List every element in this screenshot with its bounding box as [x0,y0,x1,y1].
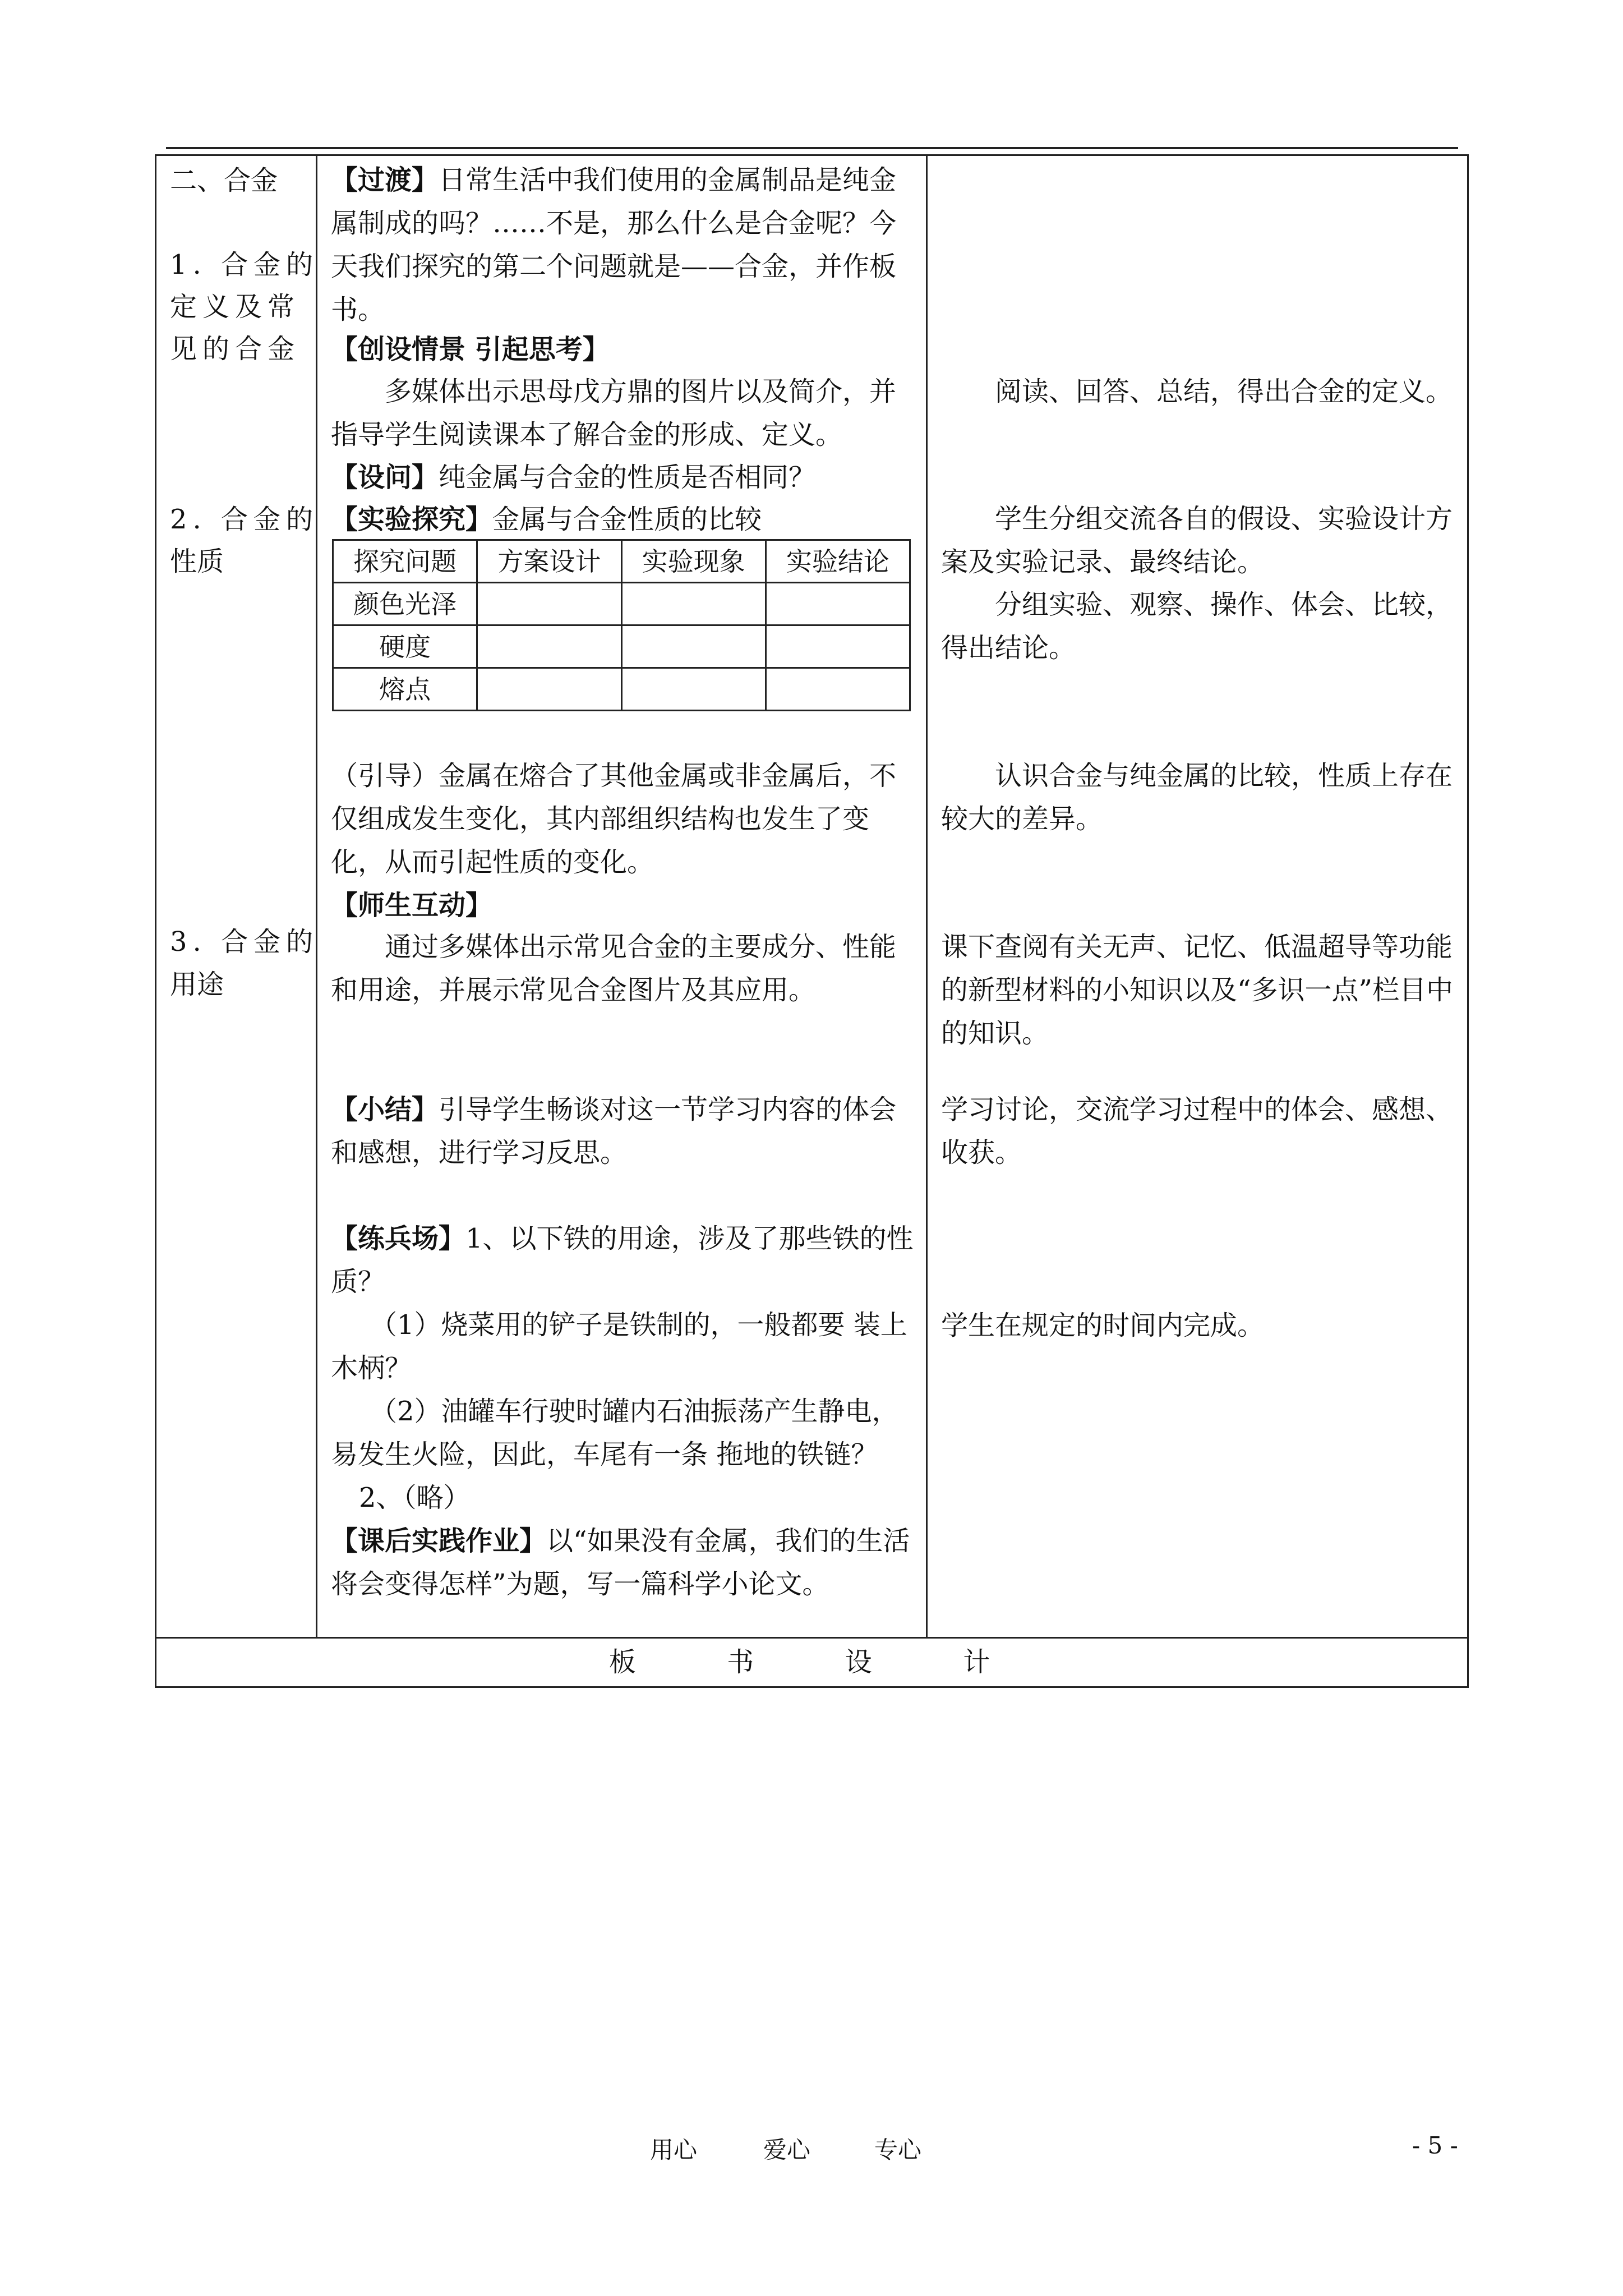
table-cell [766,668,910,711]
response-2-text: 学生分组交流各自的假设、实验设计方案及实验记录、最终结论。 [941,503,1453,578]
experiment-text: 金属与合金性质的比较 [492,504,762,535]
table-left-border [155,154,156,1688]
footer-motto-1: 用心 [650,2136,698,2164]
response-1 [941,370,1460,413]
table-divider-board [155,1637,1469,1639]
header-cell: 方案设计 [477,540,621,583]
column-divider-2 [926,154,928,1638]
topic-1-line-2: 定义及常 [170,291,301,323]
experiment-table-header [333,540,910,583]
response-3 [941,583,1460,670]
response-4-text: 认识合金与纯金属的比较，性质上存在较大的差异。 [941,760,1453,835]
column-divider-1 [316,154,317,1638]
interaction-title: 【师生互动】 [331,890,493,921]
response-5 [941,926,1460,1055]
section-heading: 二、合金 [170,165,278,196]
summary-tag: 【小结】 [331,1094,439,1125]
interaction-block [331,926,914,1012]
table-cell [621,625,766,668]
table-cell [766,583,910,625]
topic-2-line-1: 2. 合金的 [170,504,319,535]
table-bottom-border [155,1686,1469,1688]
homework-tag: 【课后实践作业】 [331,1525,547,1557]
response-1-text: 阅读、回答、总结，得出合金的定义。 [995,376,1453,407]
summary-text: 引导学生畅谈对这一节学习内容的体会和感想，进行学习反思。 [331,1094,897,1168]
table-cell [477,583,621,625]
header-cell: 探究问题 [333,540,477,583]
header-rule [166,147,1458,149]
question-tag: 【设问】 [331,462,439,493]
table-cell [477,625,621,668]
header-cell: 实验结论 [766,540,910,583]
topic-1-line-1: 1. 合金的 [170,249,319,280]
response-6 [941,1088,1460,1175]
transition-text: 日常生活中我们使用的金属制品是纯金属制成的吗？……不是，那么什么是合金呢？今天我们探究的第二个问题就是——合金，并作板书。 [331,164,897,325]
practice-question-2: （2）油罐车行驶时罐内石油振荡产生静电，易发生火险，因此，车尾有一条 拖地的铁链？ [331,1396,899,1470]
summary-block [331,1088,914,1175]
experiment-table [332,539,911,711]
table-cell [621,583,766,625]
table-cell: 颜色光泽 [333,583,477,625]
topic-1-line-3: 见的合金 [170,333,301,365]
practice-question-1: （1）烧菜用的铲子是铁制的，一般都要 装上木柄？ [331,1309,907,1384]
response-4 [941,754,1460,841]
transition-block [331,159,914,332]
interaction-text: 通过多媒体出示常见合金的主要成分、性能和用途，并展示常见合金图片及其应用。 [331,931,897,1006]
table-right-border [1467,154,1469,1688]
practice-text: 1、以下铁的用途，涉及了那些铁的性质？ [331,1223,914,1297]
table-cell [621,668,766,711]
experiment-line [331,498,762,541]
experiment-tag: 【实验探究】 [331,504,493,535]
practice-block [331,1217,914,1606]
guide-block [331,754,914,884]
question-text: 纯金属与合金的性质是否相同？ [439,462,816,493]
header-cell: 实验现象 [621,540,766,583]
response-3-text: 分组实验、观察、操作、体会、比较，得出结论。 [941,589,1453,664]
topic-2-line-2: 性质 [170,546,224,577]
topic-3-line-1: 3. 合金的 [170,926,319,958]
board-design-label: 板 书 设 计 [608,1646,1015,1678]
table-cell: 熔点 [333,668,477,711]
table-cell [766,625,910,668]
response-2 [941,498,1460,584]
guide-text: （引导）金属在熔合了其他金属或非金属后，不仅组成发生变化，其内部组织结构也发生了变化，从而引起性质的变化。 [331,760,897,878]
footer-motto-3: 专心 [874,2136,922,2164]
homework-text: 以“如果没有金属，我们的生活将会变得怎样”为题，写一篇科学小论文。 [331,1525,910,1600]
table-top-border [155,154,1469,156]
response-5-text: 课下查阅有关无声、记忆、低温超导等功能的新型材料的小知识以及“多识一点”栏目中的知识。 [941,931,1454,1049]
response-7-text: 学生在规定的时间内完成。 [941,1310,1265,1341]
transition-tag: 【过渡】 [331,164,439,196]
question-line [331,455,815,499]
table-cell [477,668,621,711]
table-row [333,668,910,711]
practice-tag: 【练兵场】 [331,1223,466,1254]
response-6-text: 学习讨论，交流学习过程中的体会、感想、收获。 [941,1094,1453,1168]
table-row [333,625,910,668]
scene-title: 【创设情景 引起思考】 [331,334,610,365]
response-7 [941,1304,1460,1347]
page-number: - 5 - [1412,2132,1458,2159]
table-cell: 硬度 [333,625,477,668]
footer-motto-2: 爱心 [763,2136,811,2164]
scene-block [331,370,914,457]
topic-3-line-2: 用途 [170,969,224,1000]
table-row [333,583,910,625]
scene-text: 多媒体出示思母戊方鼎的图片以及简介，并指导学生阅读课本了解合金的形成、定义。 [331,376,897,450]
practice-question-3: 2、（略） [359,1482,471,1513]
